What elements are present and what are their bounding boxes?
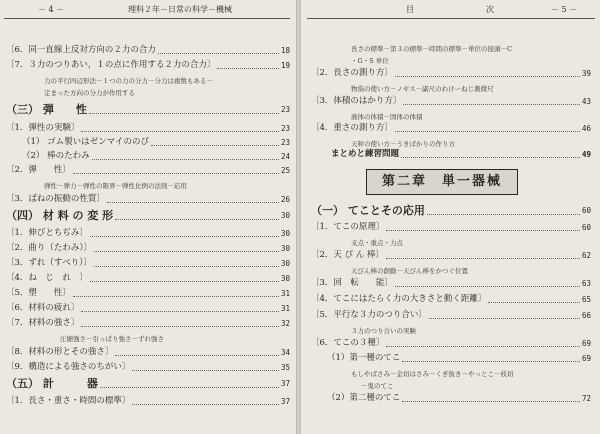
toc-entry: 〔1．伸びとちぢみ〕 30 bbox=[6, 228, 290, 238]
toc-subtopics: 物指の使い方－ノギス－副尺のわけーねじ測微尺 bbox=[351, 85, 494, 93]
toc-entry: 〔6．てこの３種〕 69 bbox=[311, 338, 591, 348]
toc-subtopics: 天秤の使い方－うきばかりの作り方 bbox=[351, 140, 455, 148]
toc-entry: （2）第二種のてこ 72 bbox=[327, 393, 591, 403]
section-heading: （一） てことその応用 60 bbox=[311, 204, 591, 217]
toc-entry: 〔9．構造による強さのちがい〕 35 bbox=[6, 362, 290, 372]
toc-entry: 〔5．塑 性〕 31 bbox=[6, 288, 290, 298]
toc-subtopics: ・G・S 単位 bbox=[351, 57, 389, 65]
toc-entry: 〔3．ずれ（すべり）〕 30 bbox=[6, 258, 290, 268]
toc-subtopics: もしやばさみ－金切はさみ－くぎ抜き－やっとこ－枝切 bbox=[351, 370, 514, 378]
toc-entry: 〔2．長さの測り方〕 39 bbox=[311, 68, 591, 78]
toc-subtopics: －鬼のてこ bbox=[361, 382, 394, 390]
toc-entry: （1）第一種のてこ 69 bbox=[327, 353, 591, 363]
toc-entry: 〔5．平行な３力のつり合い〕 66 bbox=[311, 310, 591, 320]
left-page-number: － 4 － bbox=[38, 5, 65, 14]
toc-entry: 〔7．材料の強さ〕 32 bbox=[6, 318, 290, 328]
toc-entry: 〔7．３力のつりあい，１の点に作用する２力の合力〕 19 bbox=[6, 60, 290, 70]
right-running-head-right: 次 bbox=[486, 5, 494, 14]
right-header-rule bbox=[307, 18, 595, 19]
toc-subtopics: 弾性－弾力－弾性の限界－弾性比例の法則－応用 bbox=[44, 182, 187, 190]
section-heading: （四） 材 料 の 変 形 30 bbox=[6, 209, 290, 222]
toc-entry: （2） 棒のたわみ 24 bbox=[22, 151, 290, 161]
toc-subtopics: 長さの標準－第３の標準－時間の標準－単位の接頭－C bbox=[351, 45, 512, 53]
toc-entry: 〔3．体積のはかり方〕 43 bbox=[311, 96, 591, 106]
section-heading: （三） 弾 性 23 bbox=[6, 103, 290, 116]
toc-entry: 〔6．同一直線上反対方向の２力の合力 18 bbox=[6, 45, 290, 55]
toc-entry: 〔1．てこの原理〕 60 bbox=[311, 222, 591, 232]
right-page bbox=[301, 0, 600, 434]
right-page-number: － 5 － bbox=[551, 5, 578, 14]
toc-entry: まとめと練習問題 49 bbox=[331, 149, 591, 159]
toc-entry: 〔3．回 転 能〕 63 bbox=[311, 278, 591, 288]
toc-entry: 〔2．曲り（たわみ）〕 30 bbox=[6, 243, 290, 253]
toc-entry: 〔4．ね じ れ 〕 30 bbox=[6, 273, 290, 283]
toc-entry: 〔1．弾性の実験〕 23 bbox=[6, 123, 290, 133]
toc-subtopics: 天びん棒の創動－天びん棒をかつぐ位置 bbox=[351, 267, 468, 275]
toc-subtopics: 支点・重点・力点 bbox=[351, 239, 403, 247]
left-running-head: 理科２年－日常の科学－機械 bbox=[128, 5, 232, 14]
toc-entry: 〔8．材料の形とその強さ〕 34 bbox=[6, 347, 290, 357]
toc-subtopics: ３力のつり合いの実験 bbox=[351, 327, 416, 335]
section-heading: （五） 計 器 37 bbox=[6, 377, 290, 390]
toc-subtopics: 定まった方向の分力が作用する bbox=[44, 89, 135, 97]
toc-entry: 〔2．弾 性〕 25 bbox=[6, 165, 290, 175]
toc-subtopics: 圧縮強さ－引っぱり強さ－ずれ強さ bbox=[60, 335, 164, 343]
toc-entry: 〔3．ばねの振動の性質〕 26 bbox=[6, 194, 290, 204]
toc-entry: 〔2．天 び ん 棒〕 62 bbox=[311, 250, 591, 260]
toc-entry: 〔4．重さの測り方〕 46 bbox=[311, 123, 591, 133]
left-page bbox=[0, 0, 297, 434]
chapter-heading: 第二章 単一器械 bbox=[366, 169, 518, 195]
toc-entry: 〔1．長さ・重さ・時間の標準〕 37 bbox=[6, 396, 290, 406]
toc-subtopics: 力の平行四辺形法－１つの力の分力－分力は複数もある－ bbox=[44, 77, 213, 85]
toc-entry: （1） ゴム製いはゼンマイののび 23 bbox=[22, 137, 290, 147]
right-running-head-left: 目 bbox=[406, 5, 414, 14]
toc-subtopics: 液体の体積－固体の体積 bbox=[351, 113, 423, 121]
toc-entry: 〔4．てこにはたらく力の大きさと動く距離〕 65 bbox=[311, 294, 591, 304]
left-header-rule bbox=[4, 18, 290, 19]
toc-entry: 〔6．材料の疲れ〕 31 bbox=[6, 303, 290, 313]
